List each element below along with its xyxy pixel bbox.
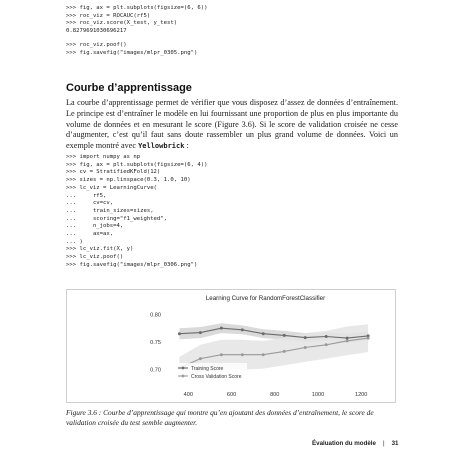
x-tick-label: 600 (226, 392, 237, 398)
data-point (325, 343, 328, 346)
footer-separator: | (382, 440, 385, 447)
legend-label: Cross Validation Score (191, 374, 242, 380)
x-tick-label: 1000 (311, 392, 325, 398)
y-tick-label: 0.75 (150, 340, 161, 346)
body-paragraph (66, 98, 398, 152)
paragraph-text: La courbe d’apprentissage permet de vérifier que vous disposez d’assez de données d’entraînement. Le principe est d’entraîner le modèle en lui fournissant une proportion de plus en plus importante du volume de données et en mesurant le score (Figure 3.6). Si le score de validation croisée ne cesse d’augmenter, c’est qu’il faut sans doute rassembler un plus grand volume de données. Voici un exemple montré avec (66, 98, 398, 151)
code-block-learning-curve: >>> import numpy as np >>> fig, ax = plt.subplots(figsize=(6, 4)) >>> cv = StratifiedKFold(12) >>> sizes = np.linspace(0.3, 1.0, 10) >>> lc_viz = LearningCurve( ... rf5, ... cv=cv, ... train_sizes=sizes, ... scoring="f1_weighted", ... n_jobs=4, ... ax=ax, ... ) >>> lc_viz.fit(X, y) >>> lc_viz.poof() >>> fig.savefig("images/mlpr_0306.png") (66, 154, 208, 268)
page-number: 31 (391, 440, 399, 447)
data-point (241, 328, 244, 331)
code-block-roc-save: >>> roc_viz.poof() >>> fig.savefig("images/mlpr_0305.png") (66, 42, 198, 56)
section-title: Courbe d’apprentissage (66, 82, 192, 94)
data-point (304, 336, 307, 339)
paragraph-end: : (184, 141, 189, 151)
chart-title: Learning Curve for RandomForestClassifier (205, 295, 326, 302)
page-footer (312, 440, 398, 447)
code-block-roc: >>> fig, ax = plt.subplots(figsize=(6, 6)) >>> roc_viz = ROCAUC(rf5) >>> roc_viz.score(X_test, y_test) 0.8279691030696217 (66, 5, 208, 35)
y-tick-label: 0.70 (150, 367, 161, 374)
legend-marker (182, 375, 185, 378)
data-point (262, 353, 265, 356)
data-point (262, 332, 265, 335)
data-point (367, 337, 370, 340)
footer-chapter: Évaluation du modèle (312, 440, 376, 447)
x-tick-label: 400 (183, 392, 193, 398)
data-point (199, 357, 202, 360)
x-tick-label: 1200 (354, 392, 368, 398)
figure-learning-curve (66, 289, 396, 403)
data-point (283, 334, 286, 337)
y-tick-label: 0.80 (150, 312, 161, 319)
data-point (304, 346, 307, 349)
x-tick-label: 800 (270, 392, 280, 398)
figure-caption: Figure 3.6 : Courbe d’apprentissage qui montre qu’en ajoutant des données d’entraînement, le score de validation croisée du test semble augmenter. (66, 408, 374, 427)
data-point (178, 332, 181, 335)
paragraph-code-word: Yellowbrick (138, 142, 185, 151)
data-point (325, 335, 328, 338)
data-point (241, 353, 244, 356)
data-point (220, 353, 223, 356)
legend-label: Training Score (191, 366, 224, 372)
legend-marker (182, 367, 185, 370)
learning-curve-chart (67, 290, 395, 402)
data-point (220, 327, 223, 330)
data-point (283, 350, 286, 353)
data-point (199, 331, 202, 334)
data-point (346, 339, 349, 342)
data-point (346, 337, 349, 340)
